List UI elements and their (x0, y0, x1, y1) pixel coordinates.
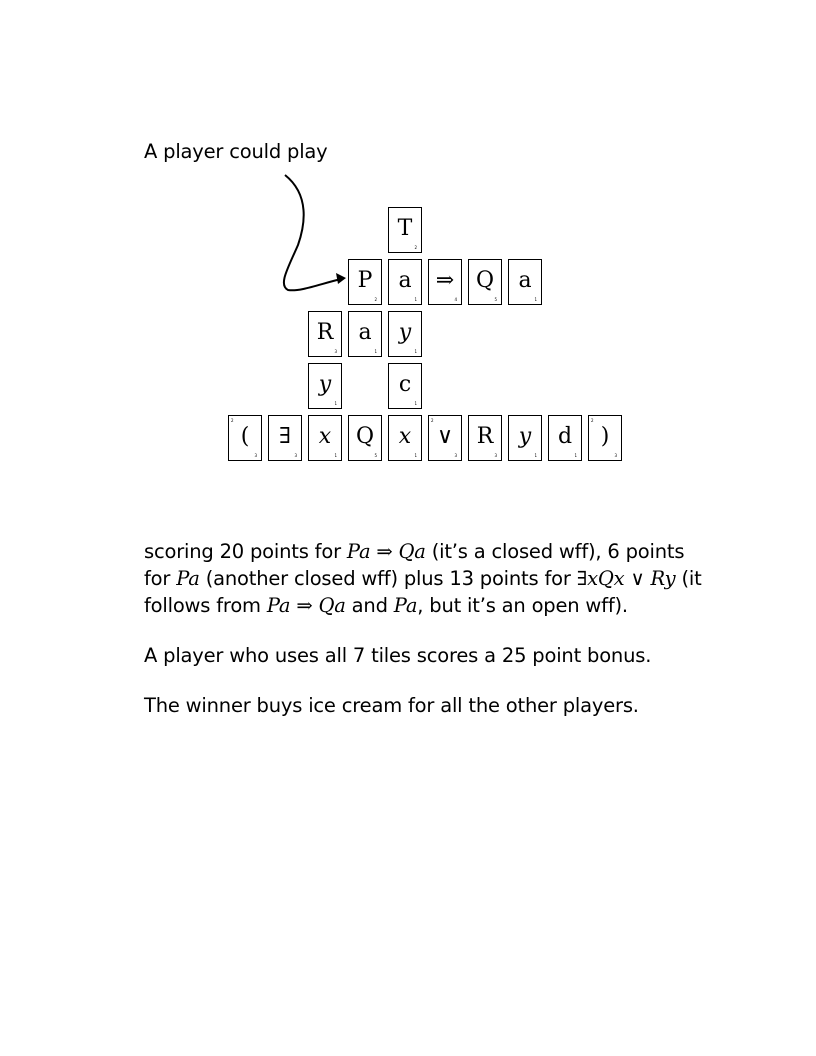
tile-ex[interactable] (268, 415, 302, 461)
tile-glyph: ∃ (279, 423, 291, 449)
winner-paragraph: The winner buys ice cream for all the other players. (144, 694, 639, 717)
tile-glyph: ) (600, 423, 610, 449)
tile-x1[interactable] (308, 415, 342, 461)
formula-pa: Pa (393, 594, 418, 617)
tile-rp[interactable] (588, 415, 622, 461)
tile-points: 1 (574, 453, 577, 458)
tile-points: 5 (494, 297, 497, 302)
tile-points: 1 (334, 453, 337, 458)
tile-points: 3 (454, 453, 457, 458)
formula-exists-qx-or-ry: ∃xQx ∨ Ry (576, 567, 676, 590)
formula-pa: Pa (176, 567, 200, 590)
scoring-paragraph (144, 538, 704, 619)
tile-glyph: x (318, 423, 332, 449)
tile-points: 2 (414, 245, 417, 250)
tile-glyph: ∨ (436, 423, 454, 449)
tile-c[interactable] (388, 363, 422, 409)
tile-glyph: a (518, 267, 532, 293)
tile-P[interactable] (348, 259, 382, 305)
tile-glyph: d (557, 423, 573, 449)
tile-a1[interactable] (388, 259, 422, 305)
text-run: scoring 20 points for (144, 540, 347, 563)
tile-glyph: y (398, 319, 412, 345)
tile-points: 3 (494, 453, 497, 458)
text-run: , but it’s an open wff). (417, 594, 628, 617)
tile-points: 1 (534, 297, 537, 302)
tile-glyph: Q (355, 423, 375, 449)
formula-pa-implies-qa: Pa ⇒ Qa (346, 540, 426, 563)
tile-glyph: T (397, 215, 413, 241)
game-board (0, 0, 816, 520)
tile-a2[interactable] (508, 259, 542, 305)
tile-glyph: R (476, 423, 494, 449)
tile-R1[interactable] (308, 311, 342, 357)
tile-glyph: ( (240, 423, 250, 449)
tile-points: 3 (614, 453, 617, 458)
text-run: (it follows from (144, 567, 702, 617)
tile-d[interactable] (548, 415, 582, 461)
tile-points: 1 (334, 401, 337, 406)
tile-glyph: Q (475, 267, 495, 293)
tile-y3[interactable] (508, 415, 542, 461)
formula-pa-implies-qa: Pa ⇒ Qa (266, 594, 346, 617)
tile-multiplier: 2 (231, 418, 234, 423)
tile-glyph: P (357, 267, 373, 293)
tile-glyph: a (358, 319, 372, 345)
tile-points: 1 (534, 453, 537, 458)
tile-R2[interactable] (468, 415, 502, 461)
tile-points: 3 (334, 349, 337, 354)
tile-Q1[interactable] (468, 259, 502, 305)
tile-imp[interactable] (428, 259, 462, 305)
tile-points: 1 (414, 297, 417, 302)
tile-a3[interactable] (348, 311, 382, 357)
tile-multiplier: 2 (591, 418, 594, 423)
text-run: (another closed wff) plus 13 points for (199, 567, 577, 590)
tile-points: 1 (414, 453, 417, 458)
tile-glyph: R (316, 319, 334, 345)
intro-text: A player could play (144, 140, 328, 163)
tile-glyph: y (518, 423, 532, 449)
tile-points: 2 (374, 297, 377, 302)
tile-y2[interactable] (308, 363, 342, 409)
tile-glyph: y (318, 371, 332, 397)
tile-y1[interactable] (388, 311, 422, 357)
text-run: (it’s a closed wff), 6 points for (144, 540, 685, 590)
bonus-paragraph: A player who uses all 7 tiles scores a 25 point bonus. (144, 644, 652, 667)
tile-T[interactable] (388, 207, 422, 253)
tile-or[interactable] (428, 415, 462, 461)
tile-points: 1 (374, 349, 377, 354)
tile-points: 5 (374, 453, 377, 458)
text-run: and (345, 594, 394, 617)
tile-points: 1 (414, 401, 417, 406)
tile-points: 3 (294, 453, 297, 458)
tile-glyph: c (398, 371, 412, 397)
tile-points: 3 (254, 453, 257, 458)
tile-points: 1 (414, 349, 417, 354)
tile-lp[interactable] (228, 415, 262, 461)
tile-multiplier: 2 (431, 418, 434, 423)
tile-points: 4 (454, 297, 457, 302)
tile-glyph: a (398, 267, 412, 293)
tile-Q2[interactable] (348, 415, 382, 461)
tile-x2[interactable] (388, 415, 422, 461)
tile-glyph: x (398, 423, 412, 449)
tile-glyph: ⇒ (435, 267, 455, 293)
